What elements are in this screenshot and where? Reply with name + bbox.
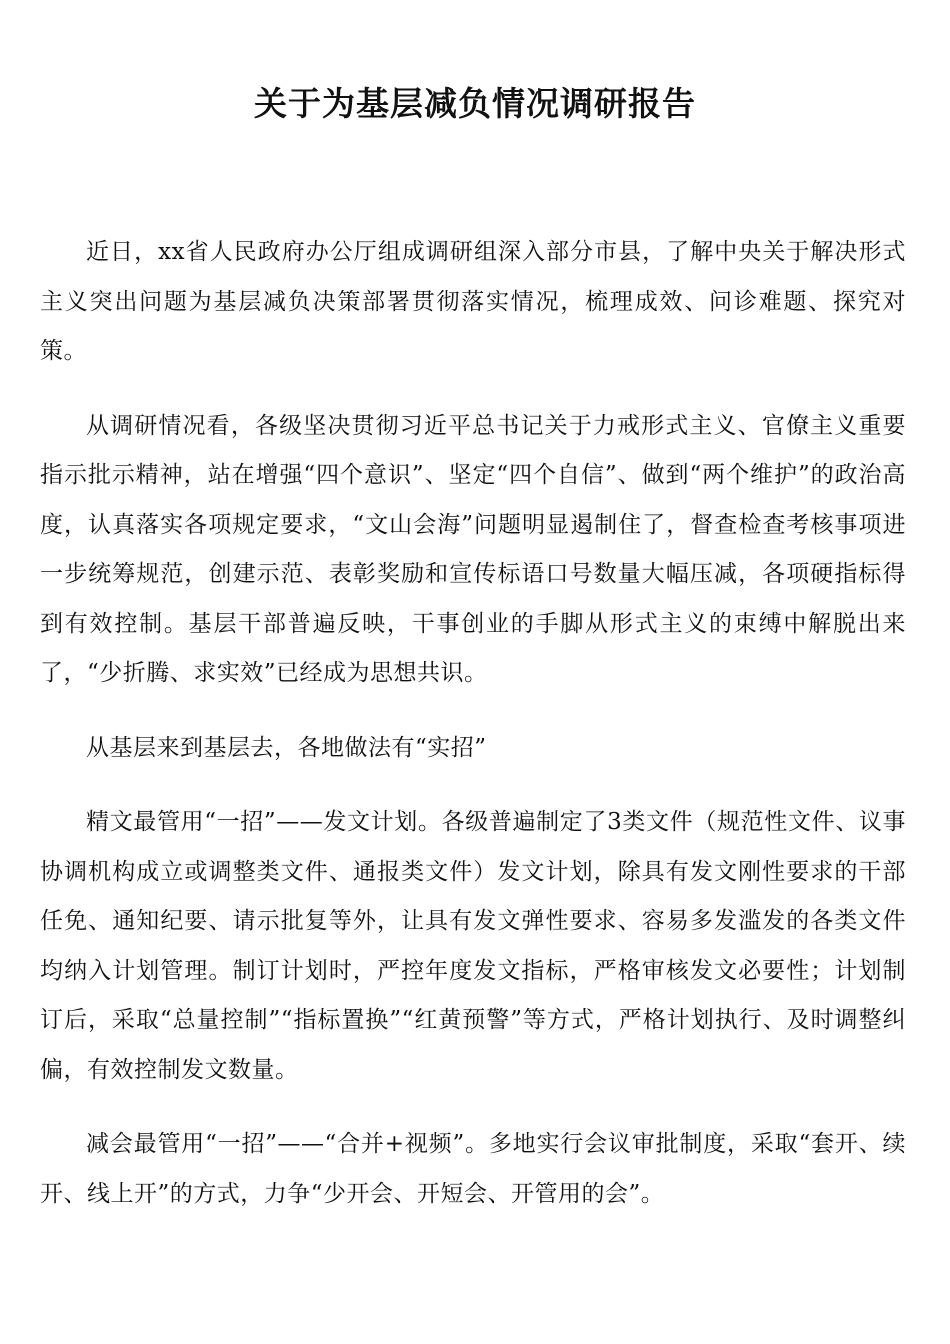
document-title: 关于为基层减负情况调研报告 [254,84,696,123]
paragraph-findings: 从调研情况看，各级坚决贯彻习近平总书记关于力戒形式主义、官僚主义重要指示批示精神，站在增强“四个意识”、坚定“四个自信”、做到“两个维护”的政治高度，认真落实各项规定要求，“文山会海”问题明显遏制住了，督查检查考核事项进一步统筹规范，创建示范、表彰奖励和宣传标语口号数量大幅压减，各项硬指标得到有效控制。基层干部普遍反映，干事创业的手脚从形式主义的束缚中解脱出来了，“少折腾、求实效”已经成为思想共识。 [40,412,906,686]
paragraph-meeting-reduction: 减会最管用“一招”——“合并+视频”。多地实行会议审批制度，采取“套开、续开、线上开”的方式，力争“少开会、开短会、开管用的会”。 [40,1131,906,1207]
section-heading: 从基层来到基层去，各地做法有“实招” [86,734,487,761]
paragraph-document-plan: 精文最管用“一招”——发文计划。各级普遍制定了3类文件（规范性文件、议事协调机构成立或调整类文件、通报类文件）发文计划，除具有发文刚性要求的干部任免、通知纪要、请示批复等外，让具有发文弹性要求、容易多发滥发的各类文件均纳入计划管理。制订计划时，严控年度发文指标，严格审核发文必要性；计划制订后，采取“总量控制”“指标置换”“红黄预警”等方式，严格计划执行、及时调整纠偏，有效控制发文数量。 [40,809,906,1083]
document-body [40,228,906,1244]
paragraph-intro: 近日，xx省人民政府办公厅组成调研组深入部分市县，了解中央关于解决形式主义突出问题为基层减负决策部署贯彻落实情况，梳理成效、问诊难题、探究对策。 [40,239,906,364]
